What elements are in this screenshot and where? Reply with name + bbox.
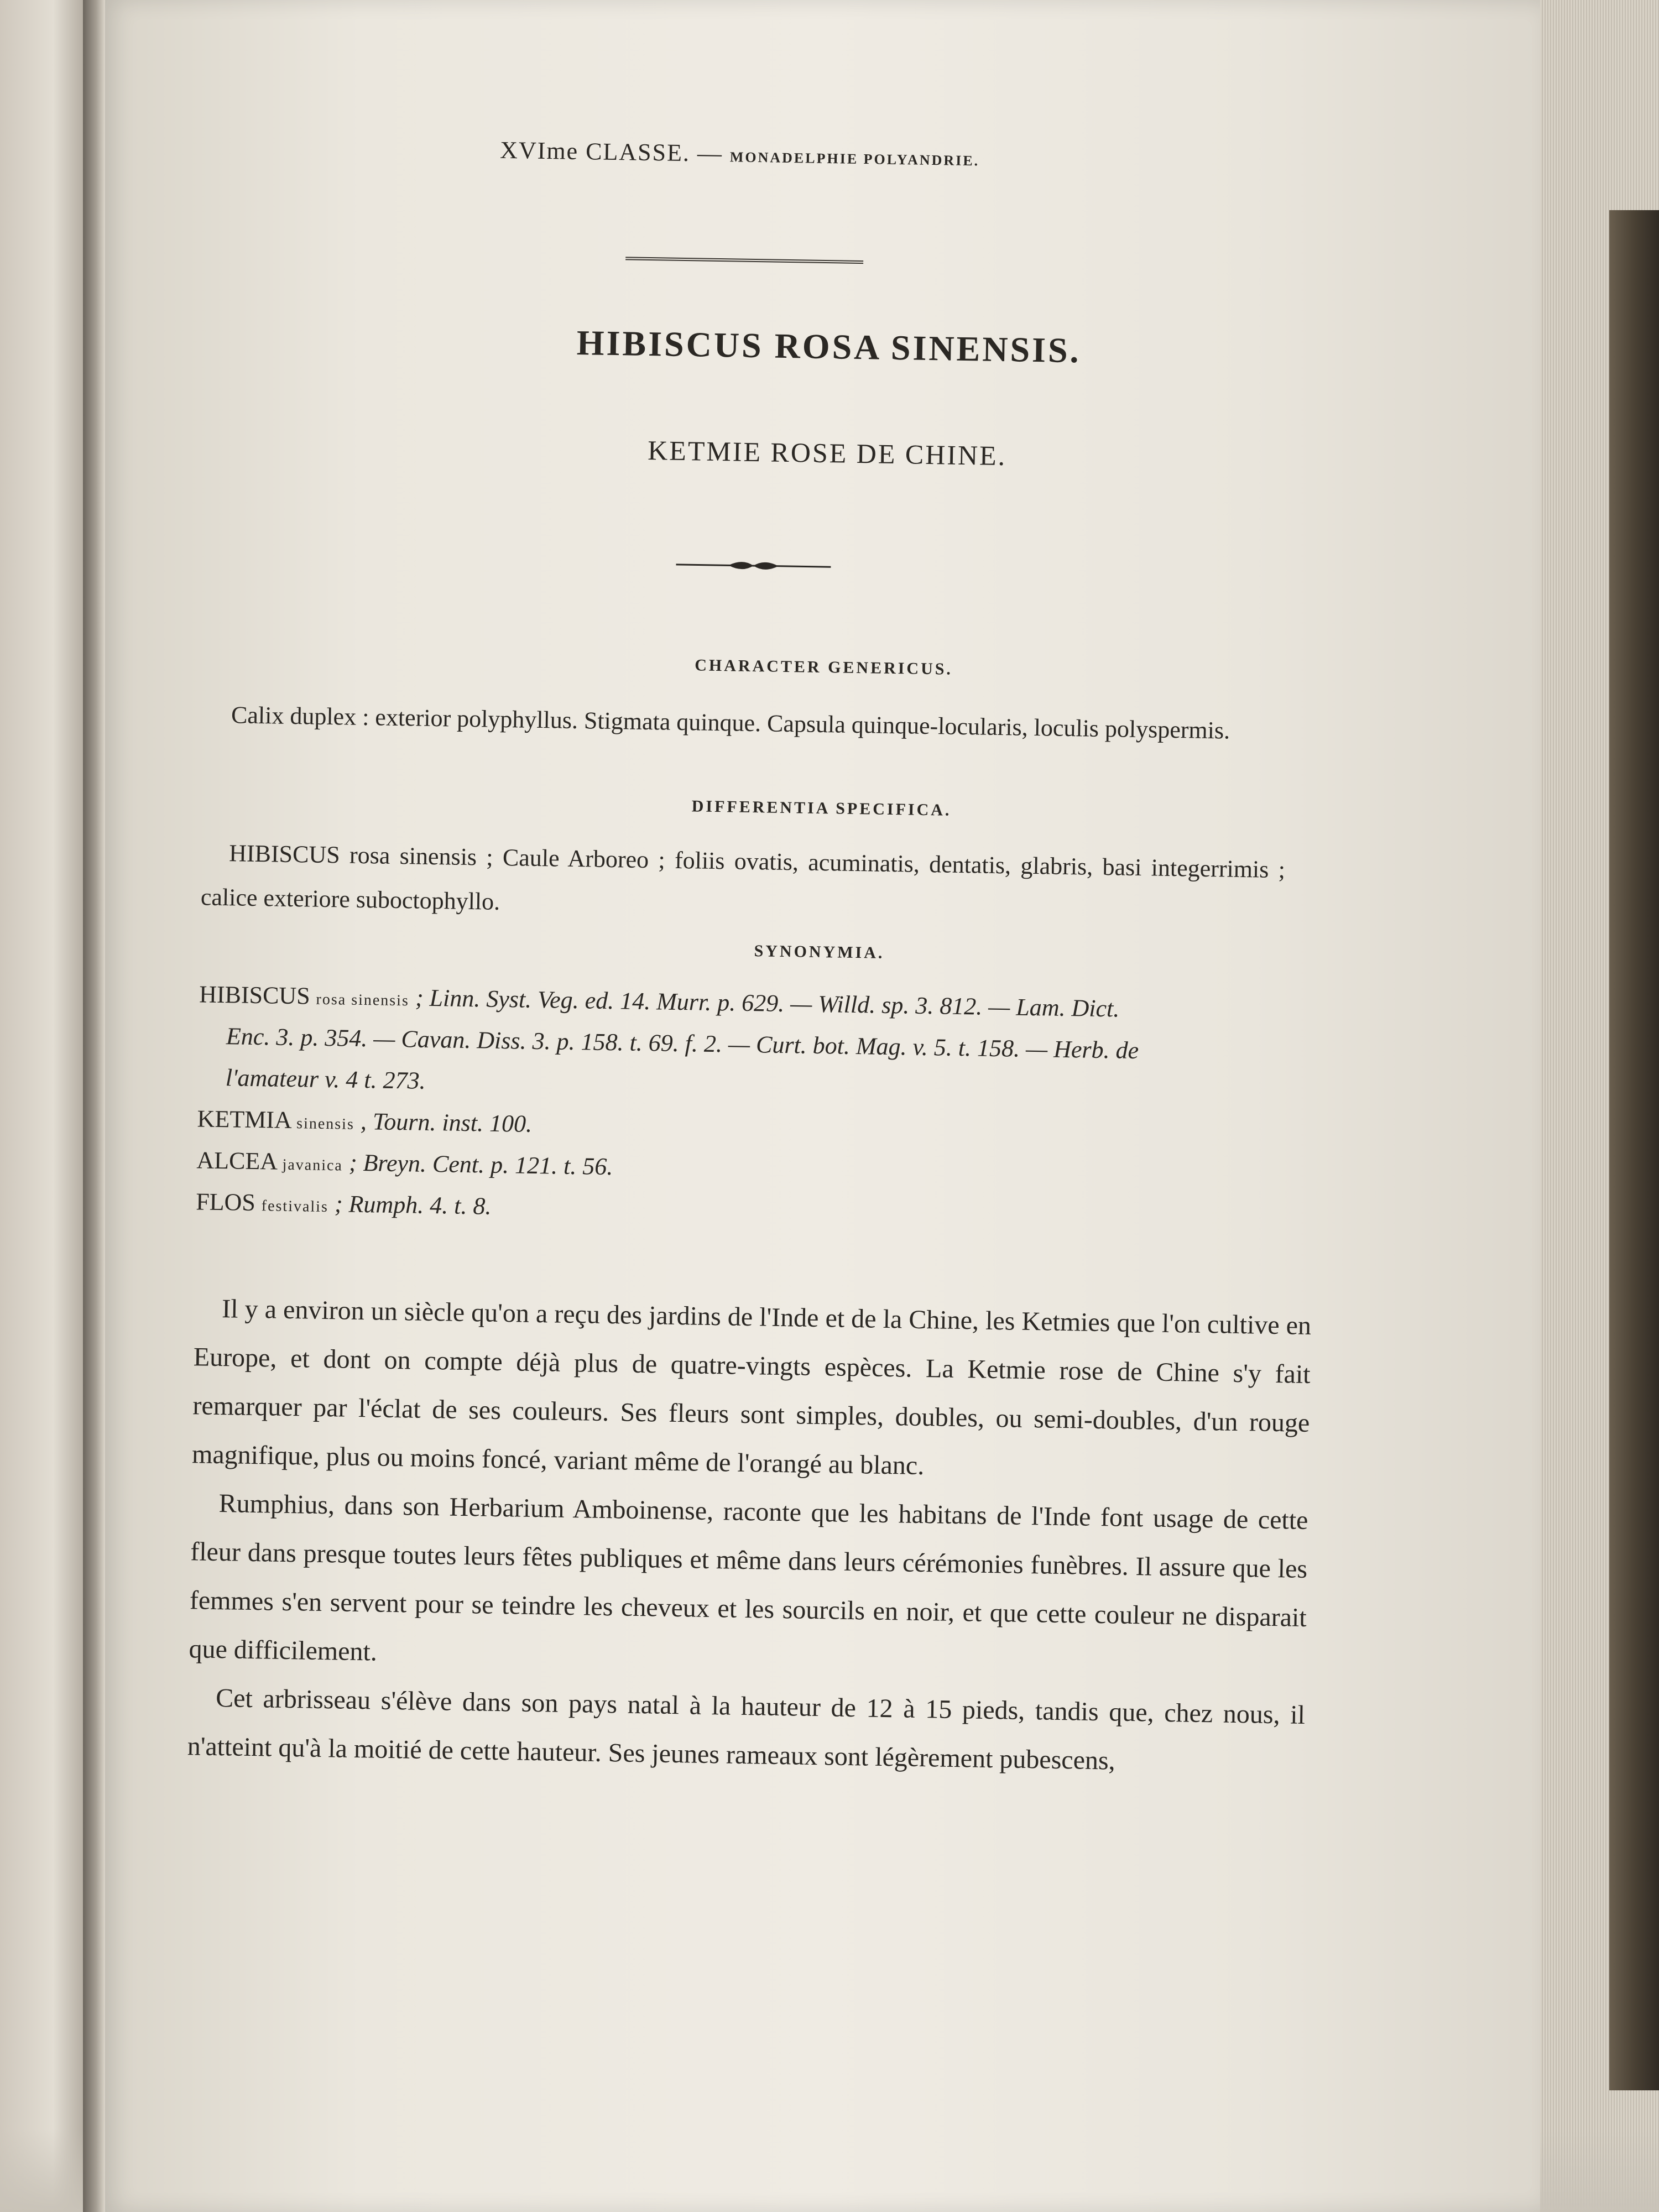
body-paragraph: Cet arbrisseau s'élève dans son pays natal à la hauteur de 12 à 15 pieds, tandis que, chez nous, il n'atteint qu'à la moitié de cette hauteur. Ses jeunes rameaux sont légèrement pubescens,	[187, 1683, 1306, 1776]
synonym-species: festivalis	[261, 1197, 329, 1216]
body-paragraph: Il y a environ un siècle qu'on a reçu des jardins de l'Inde et de la Chine, les Ketmies que l'on cultive en Europe, et dont on compte déjà plus de quatre-vingts espèces. La Ketmie rose de Chine s'y fait remarquer par l'éclat de ses couleurs. Ses fleurs sont simples, doubles, ou semi-doubles, d'un rouge magnifique, plus ou moins foncé, variant même de l'orangé au blanc.	[191, 1294, 1312, 1481]
synonym-genus: HIBISCUS	[199, 980, 311, 1010]
differentia-text	[200, 831, 1285, 936]
ornament-divider	[676, 556, 831, 575]
header-rule	[625, 257, 863, 264]
synonym-reference: ; Rumph. 4. t. 8.	[334, 1190, 492, 1220]
page-content	[81, 0, 1553, 2212]
left-page-edge	[0, 0, 97, 2212]
synonym-species: javanica	[282, 1156, 343, 1175]
book-page	[102, 0, 1540, 2212]
synonym-reference: Enc. 3. p. 354. — Cavan. Diss. 3. p. 158. t. 69. f. 2. — Curt. bot. Mag. v. 5. t. 158. — Herb. de	[226, 1022, 1139, 1065]
synonym-line	[226, 1022, 1333, 1067]
synonym-line	[197, 1104, 1303, 1150]
book-cover-edge	[1609, 210, 1659, 2090]
differentia-heading: DIFFERENTIA SPECIFICA.	[691, 797, 952, 820]
differentia-text-body: HIBISCUS rosa sinensis ; Caule Arboreo ; foliis ovatis, acuminatis, dentatis, glabris, basi integerrimis ; calice exteriore suboctophyllo.	[200, 839, 1286, 915]
synonym-line	[225, 1063, 1332, 1109]
synonym-species: rosa sinensis	[316, 990, 410, 1010]
synonym-line	[196, 1146, 1303, 1191]
synonymia-heading: SYNONYMIA.	[754, 942, 885, 962]
synonym-genus: KETMIA	[197, 1105, 291, 1134]
synonym-reference: ; Breyn. Cent. p. 121. t. 56.	[348, 1149, 613, 1181]
synonym-species: sinensis	[296, 1115, 355, 1133]
running-head	[500, 136, 1164, 175]
page-subtitle: KETMIE ROSE DE CHINE.	[647, 434, 1007, 472]
synonym-reference: ; Linn. Syst. Veg. ed. 14. Murr. p. 629. — Willd. sp. 3. 812. — Lam. Dict.	[415, 984, 1120, 1022]
synonym-line	[199, 980, 1306, 1025]
body-text	[187, 1284, 1312, 1788]
synonym-genus: FLOS	[195, 1188, 256, 1217]
book-gutter	[83, 0, 105, 2212]
page-title: HIBISCUS ROSA SINENSIS.	[576, 322, 1082, 371]
synonym-line	[196, 1187, 1302, 1233]
synonym-reference: , Tourn. inst. 100.	[360, 1107, 533, 1138]
synonym-genus: ALCEA	[196, 1146, 277, 1175]
character-text	[203, 692, 1287, 754]
running-head-subject: MONADELPHIE POLYANDRIE.	[729, 149, 980, 169]
character-heading: CHARACTER GENERICUS.	[695, 656, 953, 679]
synonym-reference: l'amateur v. 4 t. 273.	[225, 1064, 426, 1094]
body-paragraph: Rumphius, dans son Herbarium Amboinense, raconte que les habitans de l'Inde font usage de cette fleur dans presque toutes leurs fêtes publiques et même dans leurs cérémonies funèbres. Il assure que les femmes s'en servent pour se teindre les cheveux et les sourcils en noir, et que cette couleur ne disparait que difficilement.	[189, 1489, 1308, 1667]
running-head-class: XVIme CLASSE. —	[499, 136, 723, 168]
character-text-body: Calix duplex : exterior polyphyllus. Stigmata quinque. Capsula quinque-locularis, loculis polyspermis.	[231, 701, 1230, 744]
